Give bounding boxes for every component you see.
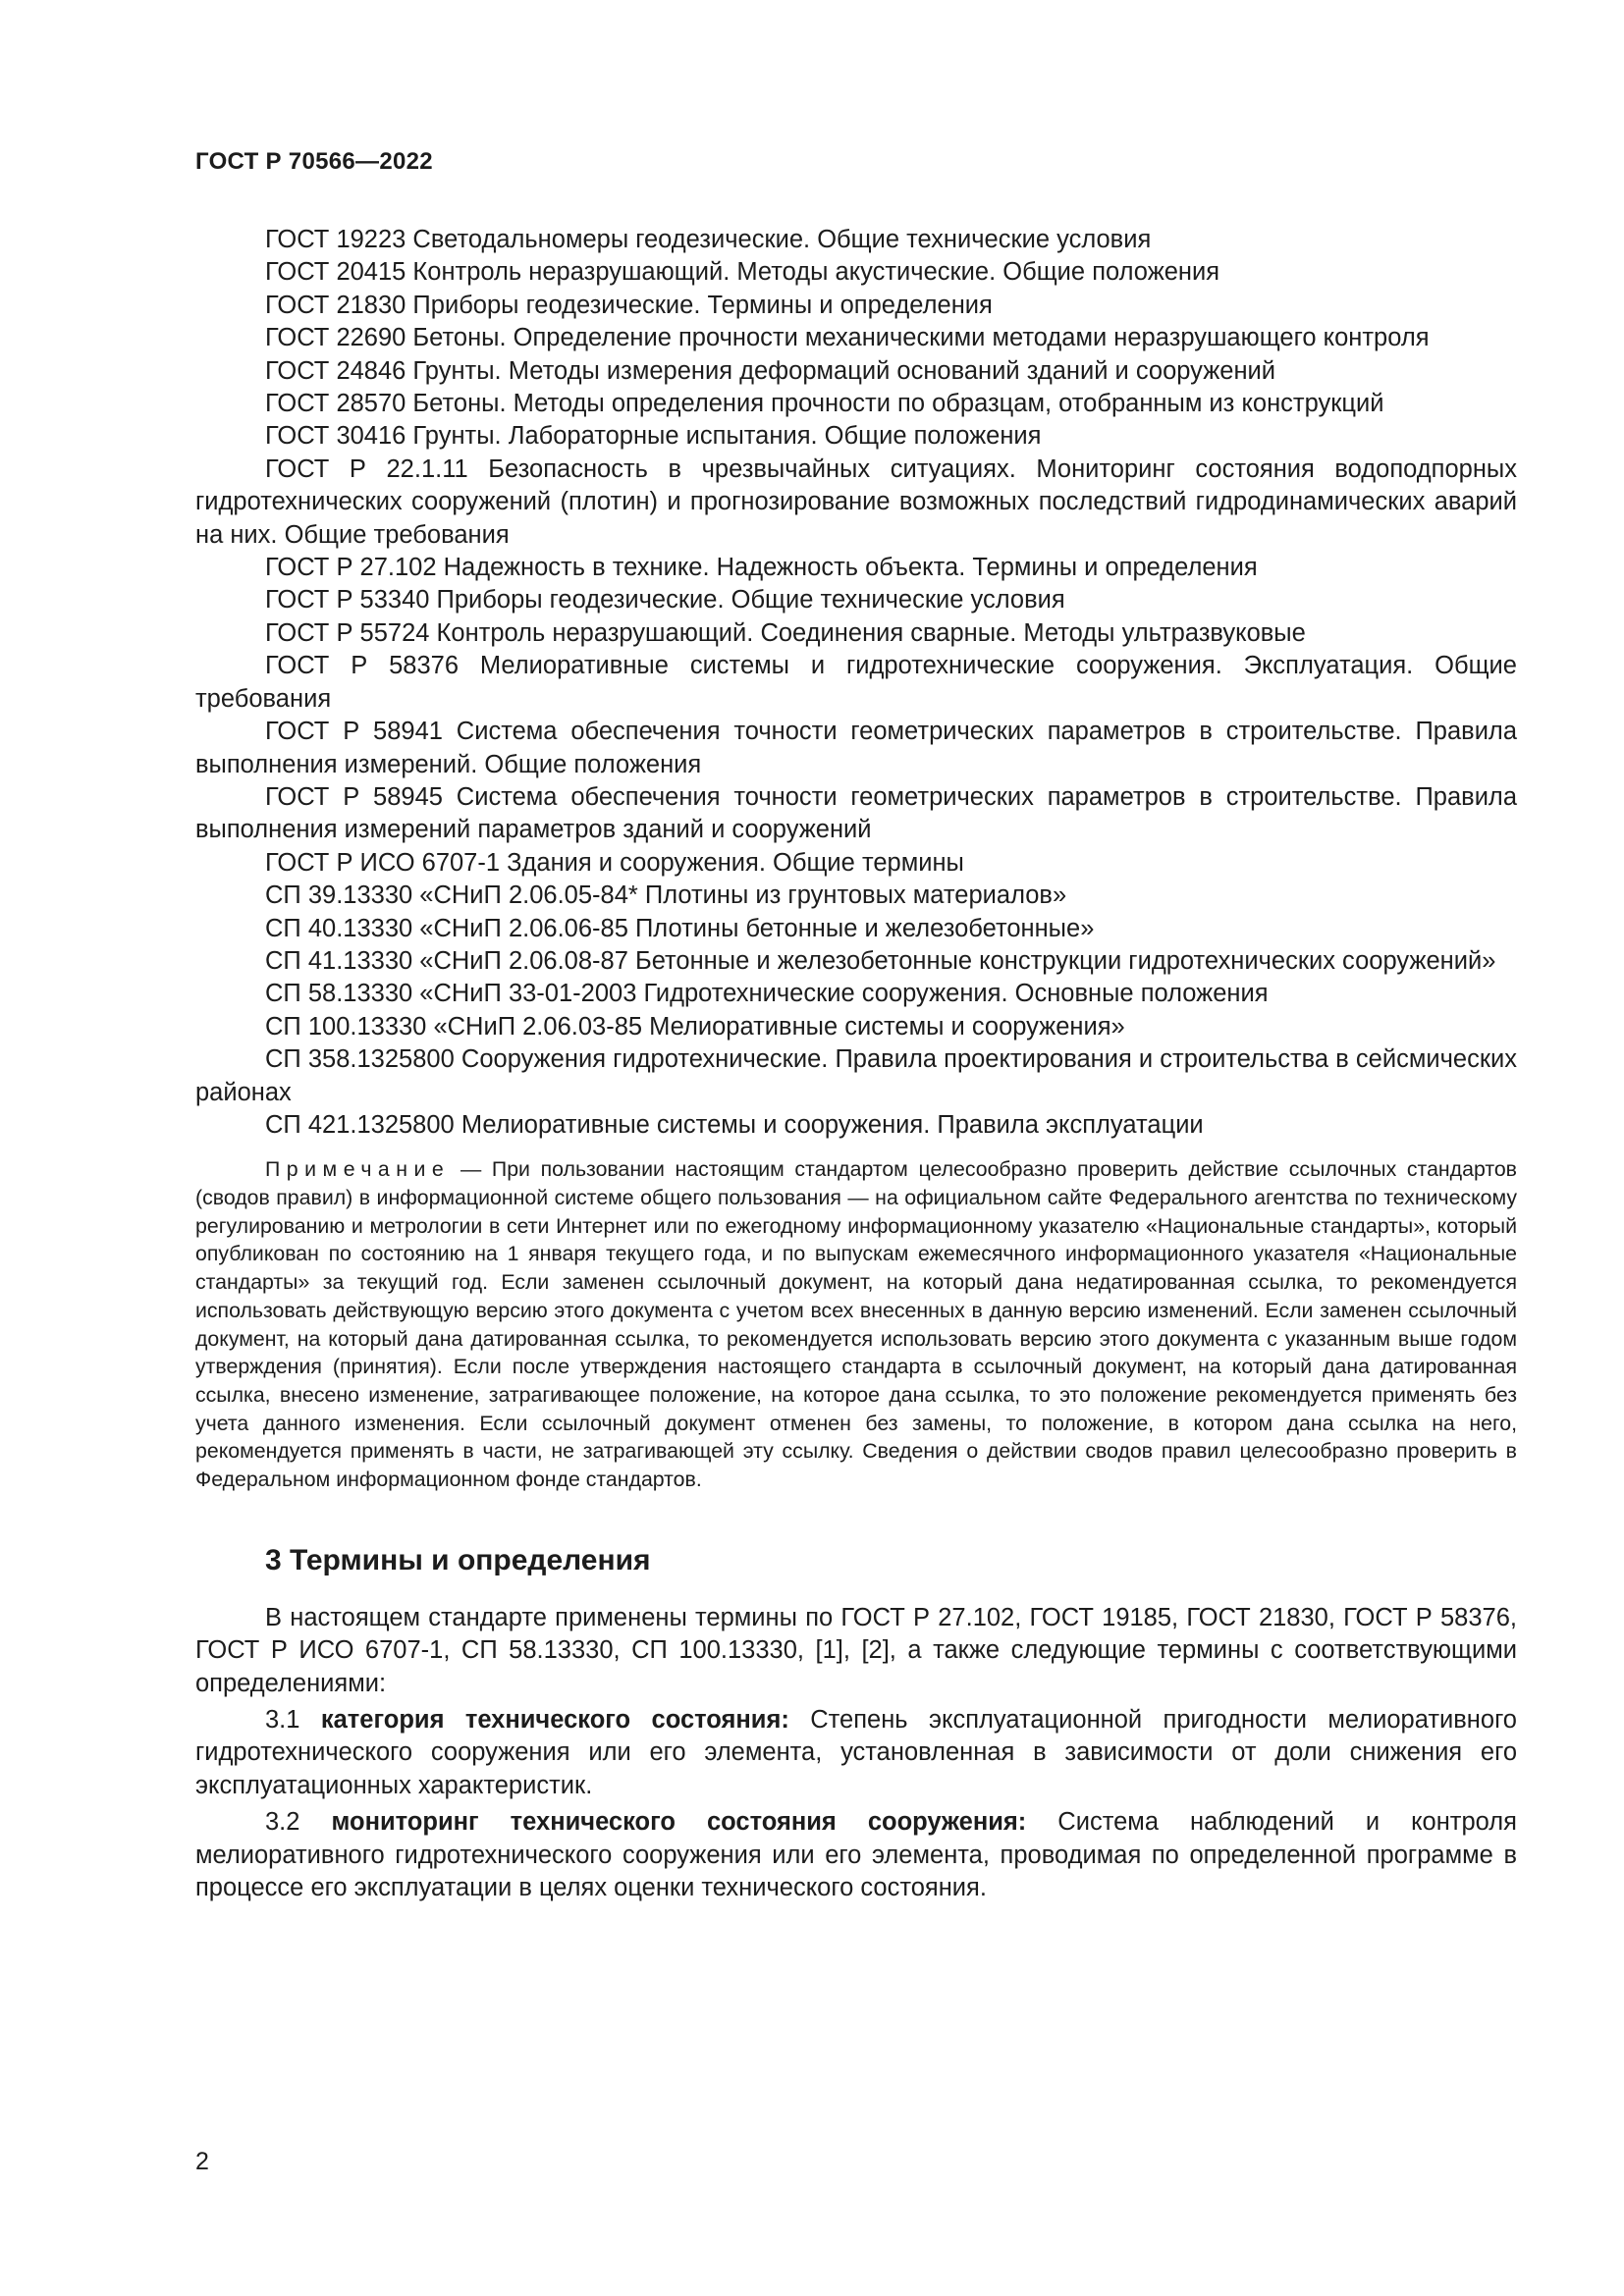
term-number: 3.1 — [265, 1706, 321, 1735]
reference-item: ГОСТ 19223 Светодальномеры геодезические. Общие технические условия — [265, 226, 1152, 253]
page-number: 2 — [195, 2148, 209, 2175]
note-label: Примечание — [265, 1157, 451, 1182]
reference-item: ГОСТ 30416 Грунты. Лабораторные испытания. Общие положения — [265, 422, 1042, 451]
reference-item: ГОСТ 24846 Грунты. Методы измерения деформаций оснований зданий и сооружений — [265, 356, 1276, 385]
term-entry — [195, 1806, 1517, 1904]
reference-item: ГОСТ 28570 Бетоны. Методы определения прочности по образцам, отобранным из конструкций — [265, 390, 1384, 418]
reference-item: ГОСТ Р 58945 Система обеспечения точности геометрических параметров в строительстве. Правила выполнения измерений параметров зданий и сооружений — [195, 782, 1517, 844]
term-definition: Степень эксплуатационной пригодности мелиоративного гидротехнического сооружения или его элемента, установленная в зависимости от доли снижения его эксплуатационных характеристик. — [195, 1706, 1517, 1799]
normative-references-list — [195, 224, 1517, 1142]
note-text: — При пользовании настоящим стандартом целесообразно проверить действие ссылочных стандартов (сводов правил) в информационной системе общего пользования — на официальном сайте Федерального агентства по техническому регулированию и метрологии в сети Интернет или по ежегодному информационному указателю «Национальные стандарты», который опубликован по состоянию на 1 января текущего года, и по выпускам ежемесячного информационного указателя «Национальные стандарты» за текущий год. Если заменен ссылочный документ, на который дана недатированная ссылка, то рекомендуется использовать действующую версию этого документа с учетом всех внесенных в данную версию изменений. Если заменен ссылочный документ, на который дана датированная ссылка, то рекомендуется использовать версию этого документа с указанным выше годом утверждения (принятия). Если после утверждения настоящего стандарта в ссылочный документ, на который дана датированная ссылка, внесено изменение, затрагивающее положение, на которое дана ссылка, то это положение рекомендуется применять без учета данного изменения. Если ссылочный документ отменен без замены, то положение, в котором дана ссылка на него, рекомендуется применять в части, не затрагивающей эту ссылку. Сведения о действии сводов правил целесообразно проверить в Федеральном информационном фонде стандартов. — [195, 1157, 1517, 1492]
reference-item: ГОСТ 22690 Бетоны. Определение прочности механическими методами неразрушающего контроля — [265, 324, 1430, 352]
terms-intro: В настоящем стандарте применены термины по ГОСТ Р 27.102, ГОСТ 19185, ГОСТ 21830, ГОСТ Р 58376, ГОСТ Р ИСО 6707-1, СП 58.13330, СП 100.13330, [1], [2], а также следующие термины с соответствующими определениями: — [195, 1603, 1517, 1697]
page-content — [195, 224, 1517, 1908]
reference-item: ГОСТ 20415 Контроль неразрушающий. Методы акустические. Общие положения — [265, 258, 1220, 287]
references-note — [195, 1155, 1517, 1493]
term-name: мониторинг технического состояния сооружения: — [331, 1808, 1027, 1837]
reference-item: СП 358.1325800 Сооружения гидротехнические. Правила проектирования и строительства в сейсмических районах — [195, 1045, 1517, 1106]
reference-item: СП 39.13330 «СНиП 2.06.05-84* Плотины из грунтовых материалов» — [265, 881, 1067, 910]
reference-item: ГОСТ Р ИСО 6707-1 Здания и сооружения. Общие термины — [265, 848, 964, 877]
term-name: категория технического состояния: — [320, 1706, 789, 1735]
reference-item: СП 421.1325800 Мелиоративные системы и сооружения. Правила эксплуатации — [265, 1110, 1204, 1139]
section-3-title: 3 Термины и определения — [265, 1543, 651, 1576]
reference-item: СП 58.13330 «СНиП 33-01-2003 Гидротехнические сооружения. Основные положения — [265, 980, 1269, 1008]
reference-item: ГОСТ Р 55724 Контроль неразрушающий. Соединения сварные. Методы ультразвуковые — [265, 618, 1306, 647]
reference-item: СП 100.13330 «СНиП 2.06.03-85 Мелиоративные системы и сооружения» — [265, 1012, 1125, 1041]
reference-item: СП 41.13330 «СНиП 2.06.08-87 Бетонные и железобетонные конструкции гидротехнических сооружений» — [265, 946, 1496, 975]
term-definition: Система наблюдений и контроля мелиоративного гидротехнического сооружения или его элемента, проводимая по определенной программе в процессе его эксплуатации в целях оценки технического состояния. — [195, 1808, 1517, 1902]
terms-section — [195, 1602, 1517, 1905]
reference-item: ГОСТ Р 53340 Приборы геодезические. Общие технические условия — [265, 586, 1065, 614]
reference-item: ГОСТ 21830 Приборы геодезические. Термины и определения — [265, 291, 993, 319]
reference-item: ГОСТ Р 58376 Мелиоративные системы и гидротехнические сооружения. Эксплуатация. Общие требования — [195, 652, 1517, 713]
reference-item: ГОСТ Р 22.1.11 Безопасность в чрезвычайных ситуациях. Мониторинг состояния водоподпорных гидротехнических сооружений (плотин) и прогнозирование возможных последствий гидродинамических аварий на них. Общие требования — [195, 454, 1517, 549]
term-entry — [195, 1704, 1517, 1802]
document-header: ГОСТ Р 70566—2022 — [195, 148, 433, 175]
reference-item: ГОСТ Р 27.102 Надежность в технике. Надежность объекта. Термины и определения — [265, 554, 1258, 582]
reference-item: СП 40.13330 «СНиП 2.06.06-85 Плотины бетонные и железобетонные» — [265, 914, 1095, 942]
reference-item: ГОСТ Р 58941 Система обеспечения точности геометрических параметров в строительстве. Правила выполнения измерений. Общие положения — [195, 718, 1517, 778]
term-number: 3.2 — [265, 1808, 332, 1837]
